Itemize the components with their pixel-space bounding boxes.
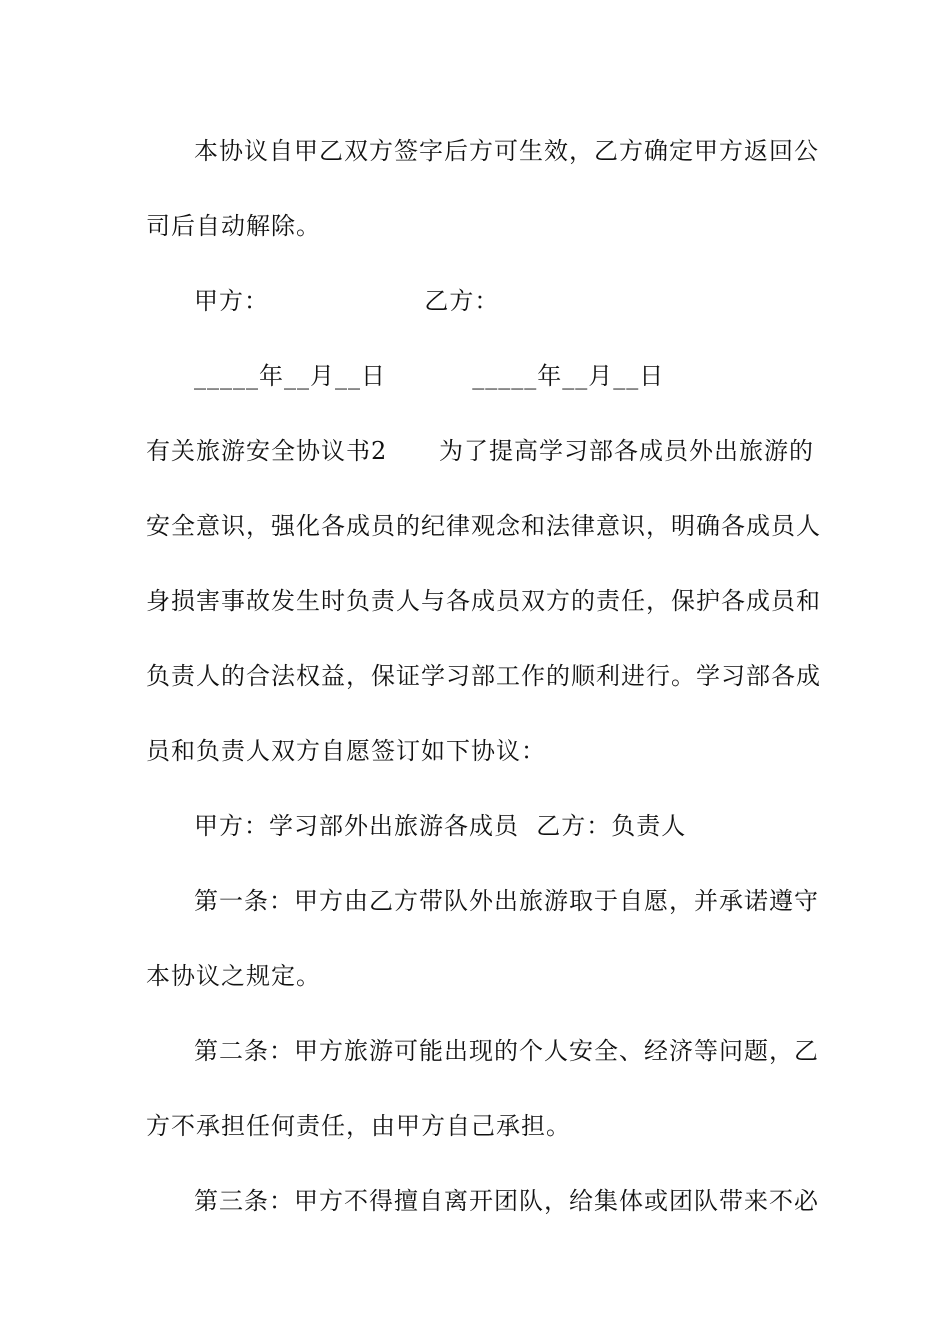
article-1-line: 本协议之规定。 [146, 962, 321, 990]
paragraph-line: 负责人的合法权益，保证学习部工作的顺利进行。学习部各成 [146, 662, 821, 690]
section-title-line: 有关旅游安全协议书2 为了提高学习部各成员外出旅游的 [146, 437, 815, 465]
paragraph-line: 安全意识，强化各成员的纪律观念和法律意识，明确各成员人 [146, 512, 821, 540]
article-1-line: 第一条：甲方由乙方带队外出旅游取于自愿，并承诺遵守 [194, 887, 819, 915]
article-2-line: 方不承担任何责任，由甲方自己承担。 [146, 1112, 571, 1140]
signature-date-line: _____年__月__日 _____年__月__日 [194, 362, 665, 390]
paragraph-line: 司后自动解除。 [146, 212, 321, 240]
article-3-line: 第三条：甲方不得擅自离开团队，给集体或团队带来不必 [194, 1187, 819, 1215]
paragraph-line: 本协议自甲乙双方签字后方可生效，乙方确定甲方返回公 [194, 137, 819, 165]
signature-parties-line: 甲方： 乙方： [194, 287, 500, 315]
paragraph-line: 员和负责人双方自愿签订如下协议： [146, 737, 546, 765]
parties-line: 甲方：学习部外出旅游各成员 乙方：负责人 [194, 812, 687, 840]
article-2-line: 第二条：甲方旅游可能出现的个人安全、经济等问题，乙 [194, 1037, 819, 1065]
paragraph-line: 身损害事故发生时负责人与各成员双方的责任，保护各成员和 [146, 587, 821, 615]
